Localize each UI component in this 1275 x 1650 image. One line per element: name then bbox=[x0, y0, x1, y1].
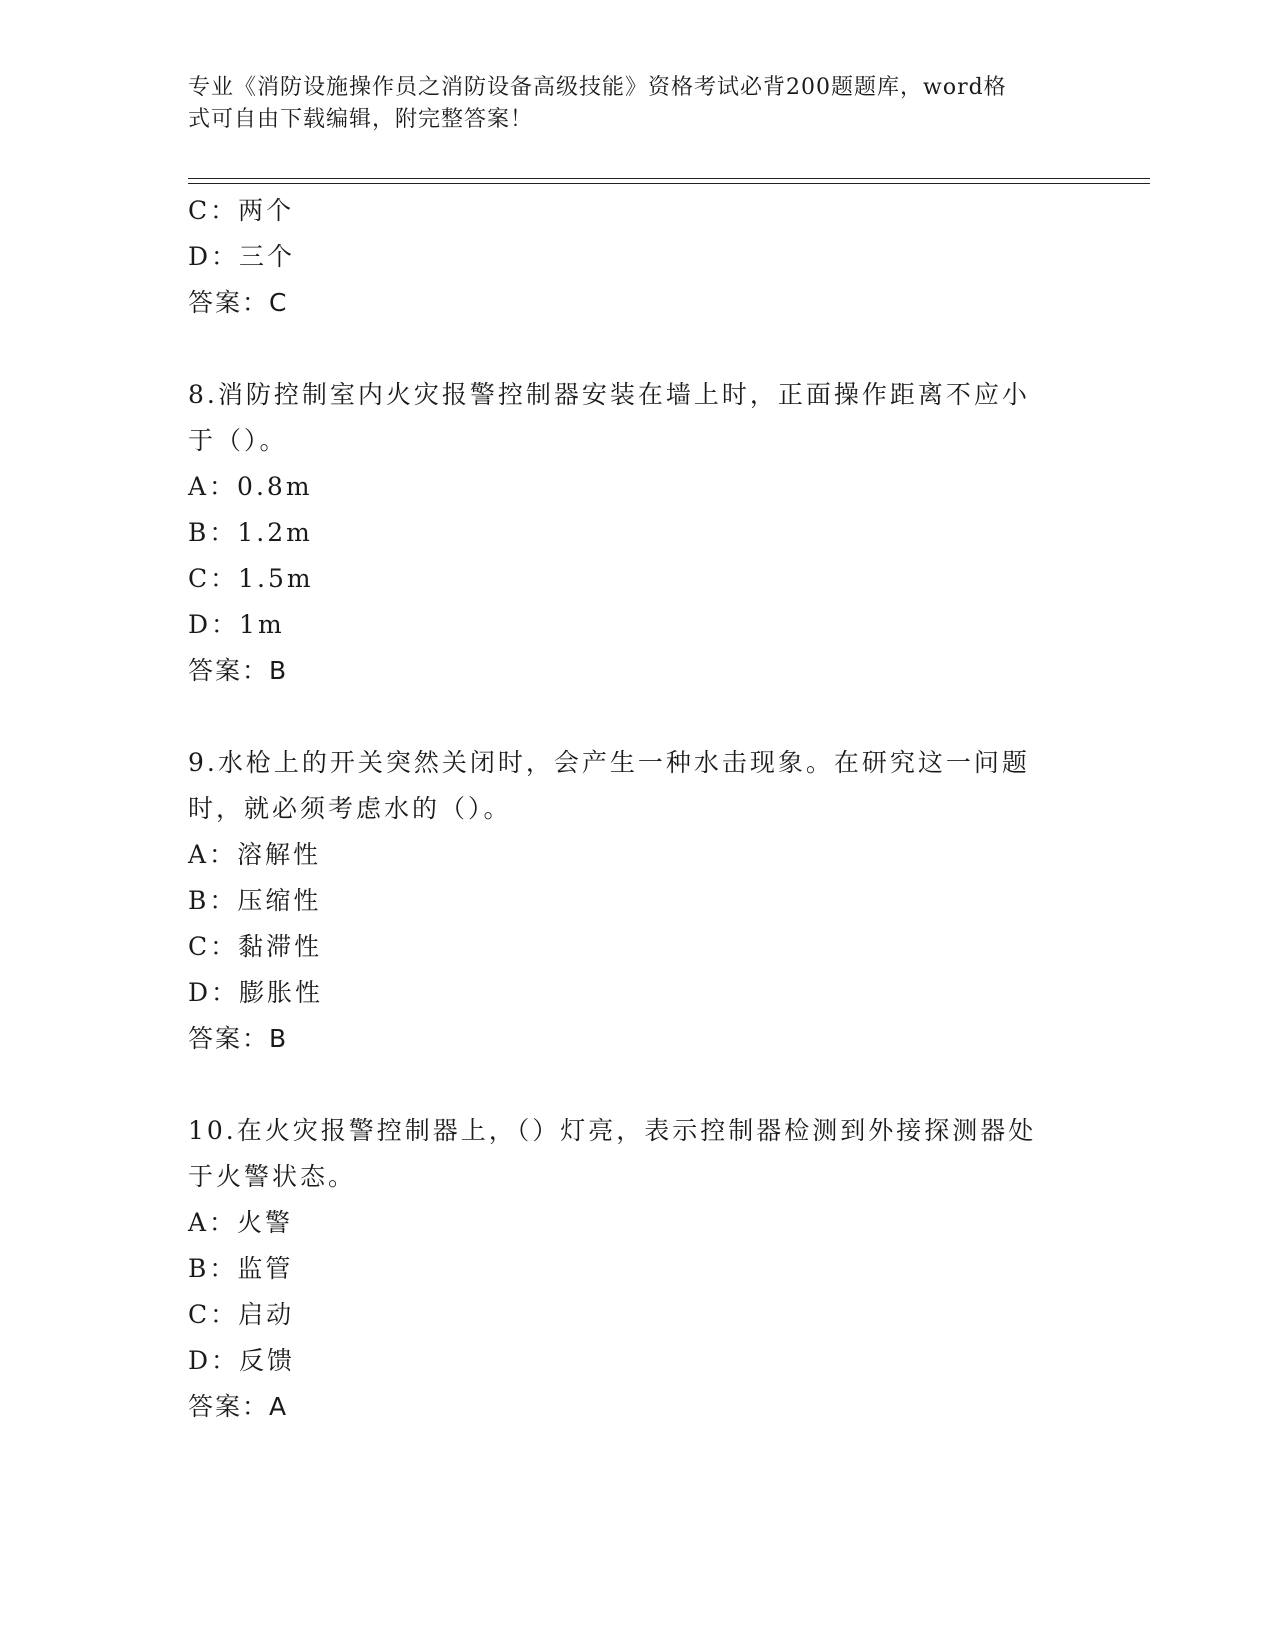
header-line-2: 式可自由下载编辑，附完整答案！ bbox=[188, 107, 534, 132]
question-9 bbox=[188, 740, 1088, 1062]
option-c: C：1.5m bbox=[188, 564, 314, 593]
header-rule-bottom bbox=[188, 183, 1150, 184]
question-list bbox=[188, 188, 1088, 1430]
option-b: B：监管 bbox=[188, 1254, 294, 1283]
answer-line: 答案：B bbox=[188, 656, 289, 685]
option-a: A：火警 bbox=[188, 1208, 294, 1237]
question-stem-line-2: 于火警状态。 bbox=[188, 1162, 357, 1191]
spacer bbox=[188, 1062, 1088, 1108]
question-10 bbox=[188, 1108, 1088, 1430]
option-b: B：压缩性 bbox=[188, 886, 322, 915]
option-c: C：启动 bbox=[188, 1300, 295, 1329]
option-a: A：溶解性 bbox=[188, 840, 322, 869]
question-8 bbox=[188, 372, 1088, 694]
option-c: C：黏滞性 bbox=[188, 932, 323, 961]
question-stem-line-1: 8.消防控制室内火灾报警控制器安装在墙上时，正面操作距离不应小 bbox=[188, 380, 1030, 409]
question-stem-line-2: 时，就必须考虑水的（）。 bbox=[188, 794, 512, 823]
option-d: D：三个 bbox=[188, 242, 296, 271]
spacer bbox=[188, 694, 1088, 740]
answer-line: 答案：A bbox=[188, 1392, 289, 1421]
header-rule-top bbox=[188, 178, 1150, 179]
option-d: D：反馈 bbox=[188, 1346, 296, 1375]
question-stem-line-2: 于（）。 bbox=[188, 426, 288, 455]
option-b: B：1.2m bbox=[188, 518, 313, 547]
answer-line: 答案：B bbox=[188, 1024, 289, 1053]
option-d: D：1m bbox=[188, 610, 285, 639]
document-header bbox=[188, 72, 1068, 136]
question-stem-line-1: 9.水枪上的开关突然关闭时，会产生一种水击现象。在研究这一问题 bbox=[188, 748, 1030, 777]
prev-question-tail bbox=[188, 188, 1088, 326]
option-a: A：0.8m bbox=[188, 472, 313, 501]
spacer bbox=[188, 326, 1088, 372]
option-c: C：两个 bbox=[188, 196, 295, 225]
question-stem-line-1: 10.在火灾报警控制器上，（）灯亮，表示控制器检测到外接探测器处 bbox=[188, 1116, 1037, 1145]
answer-line: 答案：C bbox=[188, 288, 289, 317]
option-d: D：膨胀性 bbox=[188, 978, 324, 1007]
header-line-1: 专业《消防设施操作员之消防设备高级技能》资格考试必背200题题库，word格 bbox=[188, 75, 1007, 100]
